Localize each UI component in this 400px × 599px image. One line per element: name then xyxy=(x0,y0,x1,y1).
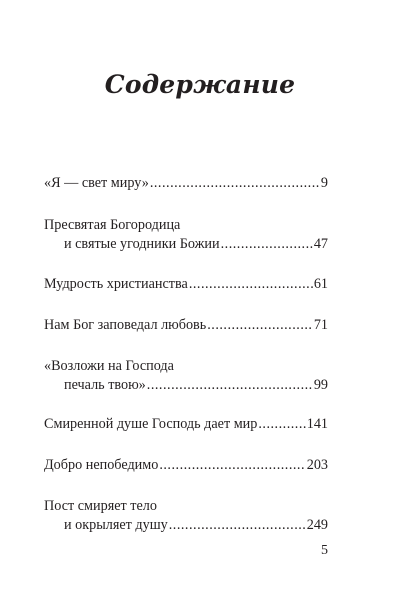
toc-page-number: 249 xyxy=(306,517,328,533)
page-title: Содержание xyxy=(104,70,296,99)
toc-page-number: 141 xyxy=(306,416,328,432)
toc-entry xyxy=(44,174,328,193)
toc-entry-title: и святые угодники Божии xyxy=(64,236,220,252)
toc-page-number: 47 xyxy=(313,236,328,252)
toc-entry xyxy=(44,497,328,535)
toc-entry xyxy=(44,275,328,294)
toc-entry-title-line: Пресвятая Богородица xyxy=(44,217,181,233)
toc-entry-title: печаль твою» xyxy=(64,377,146,393)
toc-entry-title: Добро непобедимо xyxy=(44,457,159,473)
toc-entry-title-line: «Возложи на Господа xyxy=(44,358,174,374)
toc-leader-dots xyxy=(258,415,305,434)
toc-entry xyxy=(44,415,328,434)
toc-leader-dots xyxy=(169,516,306,535)
toc-page-number: 61 xyxy=(313,276,328,292)
toc-leader-dots xyxy=(221,235,313,254)
toc-leader-dots xyxy=(159,456,305,475)
toc-entry-title-line: Пост смиряет тело xyxy=(44,498,157,514)
toc-entry xyxy=(44,456,328,475)
toc-leader-dots xyxy=(147,376,313,395)
toc-entry-title: и окрыляет душу xyxy=(64,517,168,533)
toc-entry-title: Мудрость христианства xyxy=(44,276,188,292)
toc-page-number: 9 xyxy=(320,175,328,191)
toc-entry xyxy=(44,357,328,395)
toc-entry-title: Смиренной душе Господь дает мир xyxy=(44,416,258,432)
toc-page-number: 99 xyxy=(313,377,328,393)
toc-leader-dots xyxy=(207,316,313,335)
page-number: 5 xyxy=(321,543,328,558)
toc-entry-title: «Я — свет миру» xyxy=(44,175,149,191)
toc-entry xyxy=(44,316,328,335)
toc-leader-dots xyxy=(189,275,313,294)
toc-leader-dots xyxy=(150,174,320,193)
toc-entry xyxy=(44,216,328,254)
toc-page-number: 71 xyxy=(313,317,328,333)
toc-page-number: 203 xyxy=(306,457,328,473)
toc-entry-title: Нам Бог заповедал любовь xyxy=(44,317,207,333)
